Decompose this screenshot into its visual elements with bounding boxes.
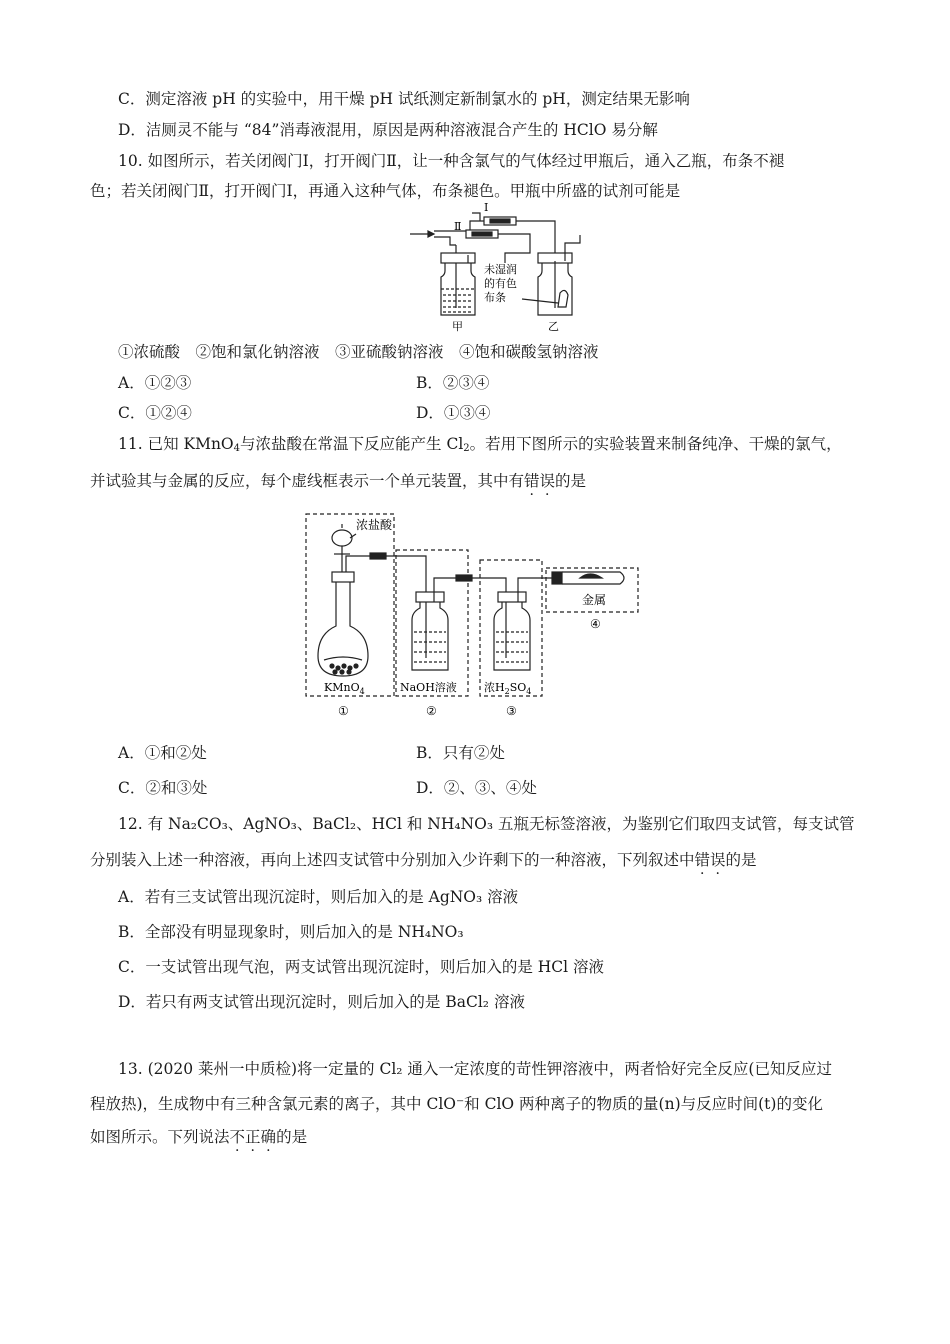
valve-1-handle (472, 213, 480, 221)
q11-figure (300, 508, 650, 720)
q10-reagents: ①浓硫酸 ②饱和氯化钠溶液 ③亚硫酸钠溶液 ④饱和碳酸氢钠溶液 (118, 343, 599, 361)
cloth-label-3: 布条 (484, 291, 506, 304)
connector-1 (370, 553, 386, 559)
q11-option-c: C．②和③处 (118, 779, 208, 797)
q12-stem-line1: 12. 有 Na₂CO₃、AgNO₃、BaCl₂、HCl 和 NH₄NO₃ 五瓶无标签溶液，为鉴别它们取四支试管，每支试管 (118, 815, 855, 833)
q10-option-b: B．②③④ (416, 374, 490, 392)
round-flask (318, 582, 368, 676)
unit-label-3: ③ (506, 704, 517, 718)
unit-label-4: ④ (590, 617, 601, 631)
connector-2 (456, 575, 472, 581)
q12-option-c: C．一支试管出现气泡，两支试管出现沉淀时，则后加入的是 HCl 溶液 (118, 958, 605, 976)
metal-sample (580, 574, 602, 578)
q11-stem-line1: 11. 已知 KMnO$_4$与浓盐酸在常温下反应能产生 $Cl_2$。若用下图所示的实验装置来制备纯净、干燥的氯气， (118, 435, 842, 454)
kmno4-label: KMnO$_4$ (324, 681, 365, 696)
naoh-label: NaOH溶液 (400, 681, 457, 694)
q10-stem-line1: 10. 如图所示，若关闭阀门Ⅰ，打开阀门Ⅱ，让一种含氯气的气体经过甲瓶后，通入乙瓶，布条不褪 (118, 152, 785, 170)
metal-label: 金属 (582, 593, 607, 607)
jia-label: 甲 (452, 320, 463, 333)
q11-option-a: A．①和②处 (118, 744, 207, 762)
q12-stem-line2: 分别装入上述一种溶液，再向上述四支试管中分别加入少许剩下的一种溶液，下列叙述中错误的是 (90, 851, 757, 869)
q10-option-c: C．①②④ (118, 404, 192, 422)
yi-label: 乙 (548, 320, 559, 333)
naoh-bottle (412, 602, 448, 670)
q13-stem-line1: 13. (2020 莱州一中质检)将一定量的 Cl₂ 通入一定浓度的苛性钾溶液中，两者恰好完全反应(已知反应过 (118, 1060, 832, 1078)
unit-box-2 (396, 550, 468, 696)
q10-figure (410, 203, 590, 335)
q11-option-b: B．只有②处 (416, 744, 505, 762)
unit-label-1: ① (338, 704, 349, 718)
valve-1-label: Ⅰ (484, 203, 489, 214)
h2so4-label: 浓$H_2SO_4$ (484, 681, 532, 696)
conc-hcl-label: 浓盐酸 (356, 518, 393, 532)
q12-option-b: B．全部没有明显现象时，则后加入的是 NH₄NO₃ (118, 923, 464, 941)
cloth-strip (558, 290, 568, 307)
arrow-head-icon (428, 231, 434, 237)
cloth-label-1: 未湿润 (484, 263, 517, 276)
q13-stem-line2: 程放热)，生成物中有三种含氯元素的离子，其中 ClO⁻和 ClO 两种离子的物质的量(n)与反应时间(t)的变化 (90, 1095, 823, 1113)
q9-option-c: C．测定溶液 pH 的实验中，用干燥 pH 试纸测定新制氯水的 pH，测定结果无影响 (118, 90, 690, 108)
q12-option-a: A．若有三支试管出现沉淀时，则后加入的是 AgNO₃ 溶液 (118, 888, 519, 906)
q11-option-d: D．②、③、④处 (416, 779, 537, 797)
q10-stem-line2: 色；若关闭阀门Ⅱ，打开阀门Ⅰ，再通入这种气体，布条褪色。甲瓶中所盛的试剂可能是 (90, 182, 681, 200)
q12-option-d: D．若只有两支试管出现沉淀时，则后加入的是 BaCl₂ 溶液 (118, 993, 525, 1011)
q11-stem-line2: 并试验其与金属的反应，每个虚线框表示一个单元装置，其中有错误的是 (90, 472, 587, 490)
valve-2-label: Ⅱ (454, 220, 462, 233)
tube-stopper (552, 572, 562, 584)
q13-stem-line3: 如图所示。下列说法不正确的是 (90, 1128, 308, 1146)
q10-option-d: D．①③④ (416, 404, 491, 422)
unit-box-3 (480, 560, 542, 696)
cloth-label-2: 的有色 (484, 277, 517, 290)
q10-option-a: A．①②③ (118, 374, 192, 392)
q9-option-d: D．洁厕灵不能与 “84”消毒液混用，原因是两种溶液混合产生的 HClO 易分解 (118, 121, 658, 139)
separatory-funnel (332, 530, 352, 546)
h2so4-bottle (494, 602, 530, 670)
branch-pipe-bottom (434, 237, 456, 245)
jia-stopper (441, 253, 475, 263)
unit-label-2: ② (426, 704, 437, 718)
